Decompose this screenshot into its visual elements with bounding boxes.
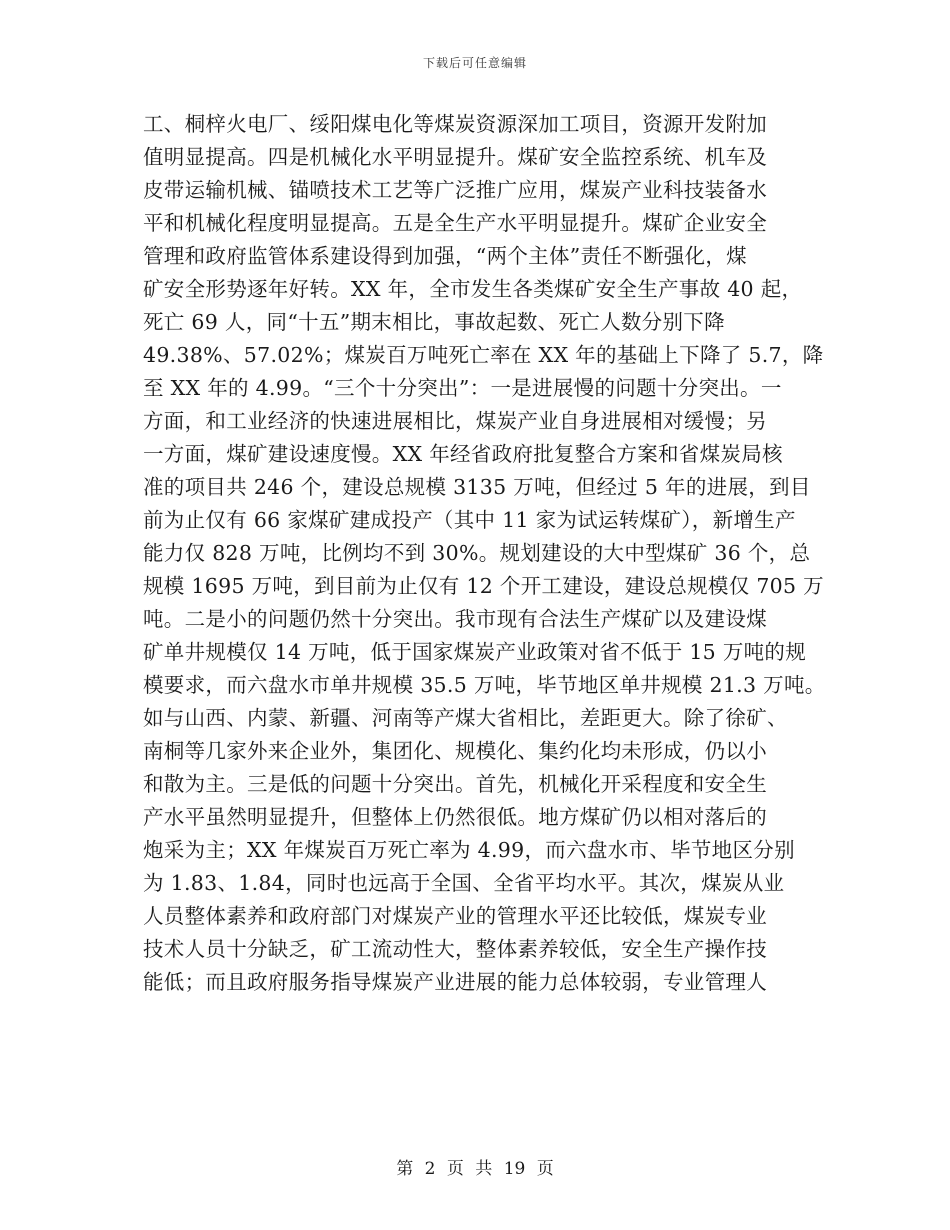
text-line: 准的项目共 246 个，建设总规模 3135 万吨，但经过 5 年的进展，到目: [143, 475, 811, 499]
page-header: 下载后可任意编辑: [422, 56, 527, 70]
text-line: 吨。二是小的问题仍然十分突出。我市现有合法生产煤矿以及建设煤: [143, 607, 767, 631]
text-line: 规模 1695 万吨，到目前为止仅有 12 个开工建设，建设总规模仅 705 万: [143, 574, 824, 598]
text-line: 为 1.83、1.84，同时也远高于全国、全省平均水平。其次，煤炭从业: [143, 871, 785, 895]
text-line: 能力仅 828 万吨，比例均不到 30%。规划建设的大中型煤矿 36 个，总: [143, 541, 811, 565]
text-line: 技术人员十分缺乏，矿工流动性大，整体素养较低，安全生产操作技: [143, 937, 767, 961]
text-line: 炮采为主；XX 年煤炭百万死亡率为 4.99，而六盘水市、毕节地区分别: [143, 838, 795, 862]
document-body: [143, 108, 863, 999]
text-line: 一方面，煤矿建设速度慢。XX 年经省政府批复整合方案和省煤炭局核: [143, 442, 783, 466]
text-line: 49.38%、57.02%；煤炭百万吨死亡率在 XX 年的基础上下降了 5.7，降: [143, 343, 824, 367]
text-line: 皮带运输机械、锚喷技术工艺等广泛推广应用，煤炭产业科技装备水: [143, 178, 767, 202]
page-number-footer: 第 2 页 共 19 页: [396, 1159, 554, 1179]
text-line: 产水平虽然明显提升，但整体上仍然很低。地方煤矿仍以相对落后的: [143, 805, 767, 829]
text-line: 平和机械化程度明显提高。五是全生产水平明显提升。煤矿企业安全: [143, 211, 767, 235]
text-line: 人员整体素养和政府部门对煤炭产业的管理水平还比较低，煤炭专业: [143, 904, 767, 928]
text-line: 南桐等几家外来企业外，集团化、规模化、集约化均未形成，仍以小: [143, 739, 767, 763]
text-line: 死亡 69 人，同“十五”期末相比，事故起数、死亡人数分别下降: [143, 310, 725, 334]
text-line: 工、桐梓火电厂、绥阳煤电化等煤炭资源深加工项目，资源开发附加: [143, 112, 767, 136]
text-line: 至 XX 年的 4.99。“三个十分突出”：一是进展慢的问题十分突出。一: [143, 376, 782, 400]
text-line: 模要求，而六盘水市单井规模 35.5 万吨，毕节地区单井规模 21.3 万吨。: [143, 673, 826, 697]
text-line: 如与山西、内蒙、新疆、河南等产煤大省相比，差距更大。除了徐矿、: [143, 706, 788, 730]
text-line: 矿安全形势逐年好转。XX 年，全市发生各类煤矿安全生产事故 40 起，: [143, 277, 803, 301]
text-line: 值明显提高。四是机械化水平明显提升。煤矿安全监控系统、机车及: [143, 145, 767, 169]
text-line: 前为止仅有 66 家煤矿建成投产（其中 11 家为试运转煤矿），新增生产: [143, 508, 796, 532]
text-line: 方面，和工业经济的快速进展相比，煤炭产业自身进展相对缓慢；另: [143, 409, 767, 433]
text-line: 能低；而且政府服务指导煤炭产业进展的能力总体较弱，专业管理人: [143, 970, 767, 994]
text-line: 矿单井规模仅 14 万吨，低于国家煤炭产业政策对省不低于 15 万吨的规: [143, 640, 807, 664]
text-line: 和散为主。三是低的问题十分突出。首先，机械化开采程度和安全生: [143, 772, 767, 796]
text-line: 管理和政府监管体系建设得到加强，“两个主体”责任不断强化，煤: [143, 244, 747, 268]
